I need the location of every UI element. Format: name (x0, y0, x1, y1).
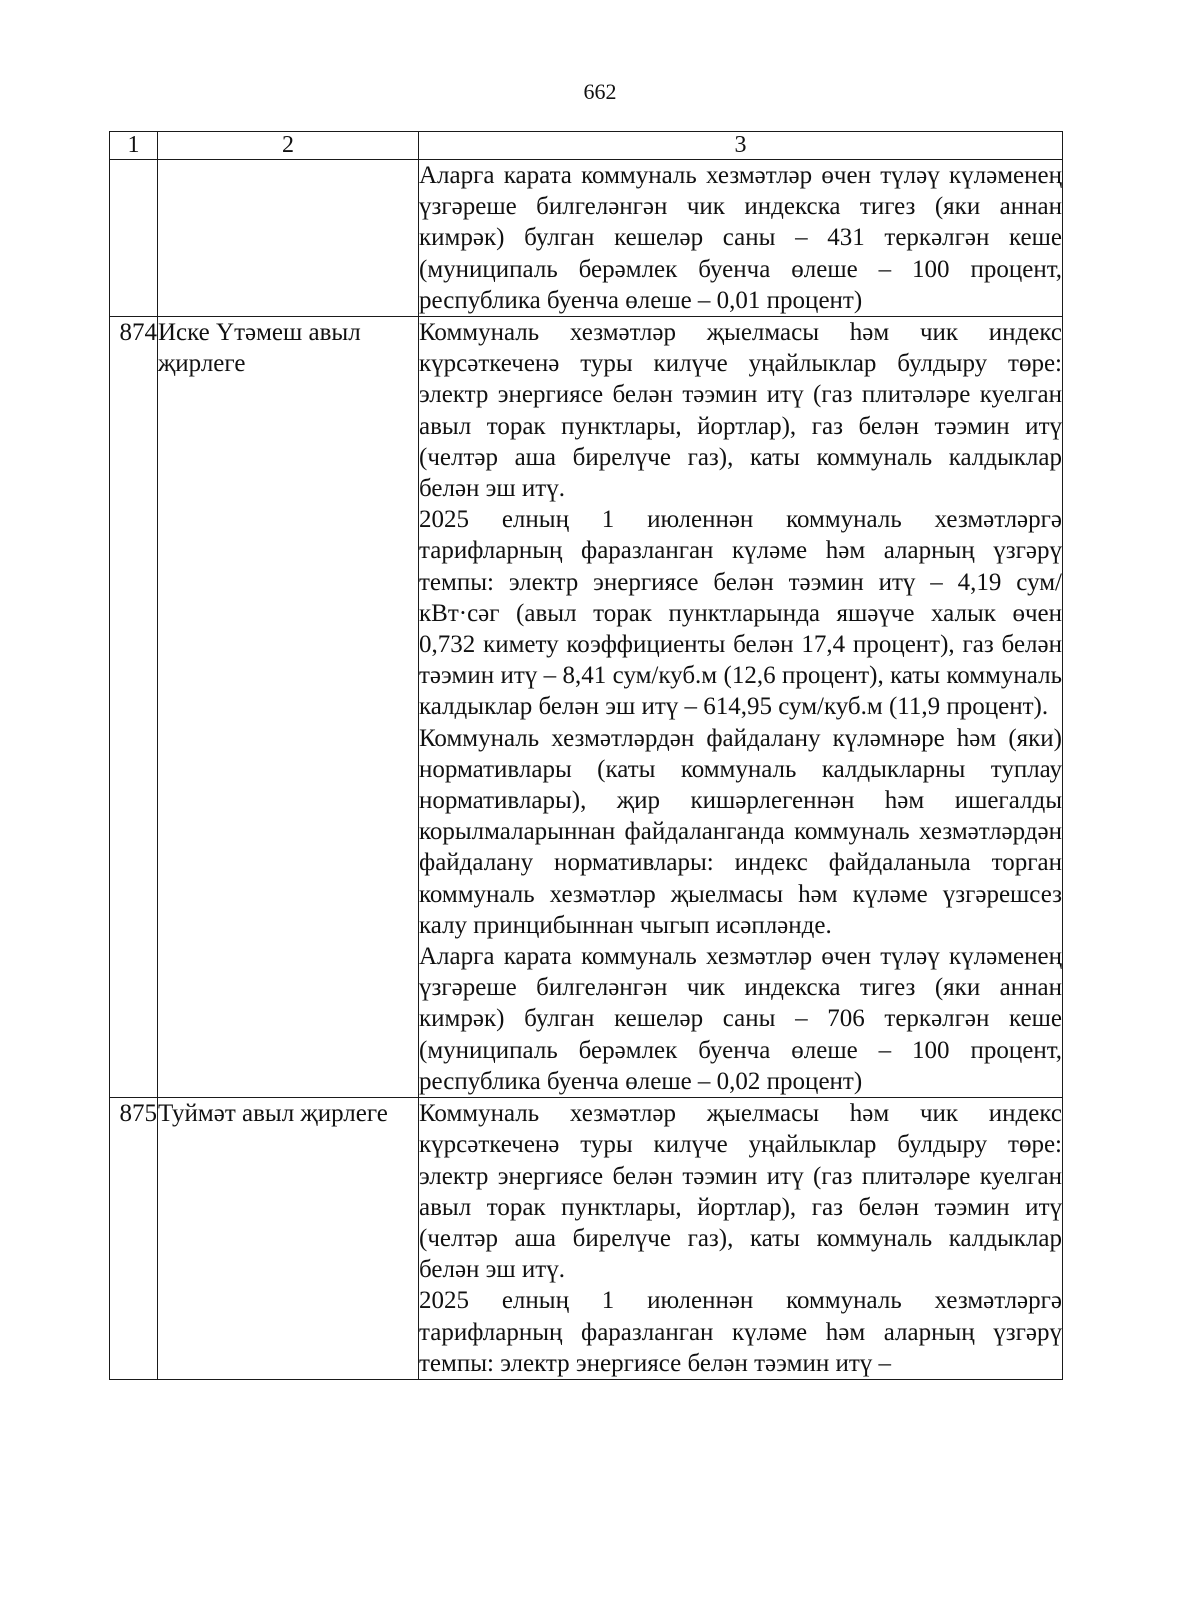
settlement-name: Туймәт авыл җирлеге (158, 1098, 419, 1380)
table-row (110, 1098, 1063, 1380)
description-paragraph: Коммуналь хезмәтләр җыелмасы һәм чик индекс күрсәткеченә туры килүче уңайлыклар булдыру төре: электр энергиясе белән тәэмин итү (газ плитәләре куелган авыл торак пунктлары, йортлар), газ белән тәэмин итү (челтәр аша бирелүче газ), каты коммуналь калдыклар белән эш итү. (419, 1100, 1062, 1284)
column-header-description: 3 (419, 132, 1063, 160)
table-header-row (110, 132, 1063, 160)
row-number: 874 (110, 317, 158, 1098)
description-paragraph: 2025 елның 1 июленнән коммуналь хезмәтләргә тарифларның фаразланган күләме һәм аларның үзгәрү темпы: электр энергиясе белән тәэмин итү – (419, 1287, 1062, 1377)
table-row (110, 160, 1063, 317)
row-description (419, 317, 1063, 1098)
row-number: 875 (110, 1098, 158, 1380)
column-header-number: 1 (110, 132, 158, 160)
row-description (419, 160, 1063, 317)
row-description (419, 1098, 1063, 1380)
description-paragraph: Коммуналь хезмәтләр җыелмасы һәм чик индекс күрсәткеченә туры килүче уңайлыклар булдыру төре: электр энергиясе белән тәэмин итү (газ плитәләре куелган авыл торак пунктлары, йортлар), газ белән тәэмин итү (челтәр аша бирелүче газ), каты коммуналь калдыклар белән эш итү. (419, 319, 1062, 503)
municipal-tariff-table (109, 131, 1063, 1380)
settlement-name (158, 160, 419, 317)
settlement-name: Иске Үтәмеш авыл җирлеге (158, 317, 419, 1098)
row-number (110, 160, 158, 317)
table-row (110, 317, 1063, 1098)
description-paragraph: Аларга карата коммуналь хезмәтләр өчен түләү күләменең үзгәреше билгеләнгән чик индекска тигез (яки аннан кимрәк) булган кешеләр саны – 431 теркәлгән кеше (муниципаль берәмлек буенча өлеше – 100 процент, республика буенча өлеше – 0,01 процент) (419, 162, 1062, 314)
description-paragraph: 2025 елның 1 июленнән коммуналь хезмәтләргә тарифларның фаразланган күләме һәм аларның үзгәрү темпы: электр энергиясе белән тәэмин итү – 4,19 сум/кВт·сәг (авыл торак пунктларында яшәүче халык өчен 0,732 кимету коэффициенты белән 17,4 процент), газ белән тәэмин итү – 8,41 сум/куб.м (12,6 процент), каты коммуналь калдыклар белән эш итү – 614,95 сум/куб.м (11,9 процент). (419, 506, 1062, 721)
column-header-settlement: 2 (158, 132, 419, 160)
description-paragraph: Коммуналь хезмәтләрдән файдалану күләмнәре һәм (яки) нормативлары (каты коммуналь калдыкларны туплау нормативлары), җир кишәрлегеннән һәм ишегалды корылмаларыннан файдаланганда коммуналь хезмәтләрдән файдалану нормативлары: индекс файдаланыла торган коммуналь хезмәтләр җыелмасы һәм күләме үзгәрешсез калу принцибыннан чыгып исәпләнде. (419, 724, 1062, 939)
description-paragraph: Аларга карата коммуналь хезмәтләр өчен түләү күләменең үзгәреше билгеләнгән чик индекска тигез (яки аннан кимрәк) булган кешеләр саны – 706 теркәлгән кеше (муниципаль берәмлек буенча өлеше – 100 процент, республика буенча өлеше – 0,02 процент) (419, 943, 1062, 1095)
page-number: 662 (583, 79, 617, 104)
